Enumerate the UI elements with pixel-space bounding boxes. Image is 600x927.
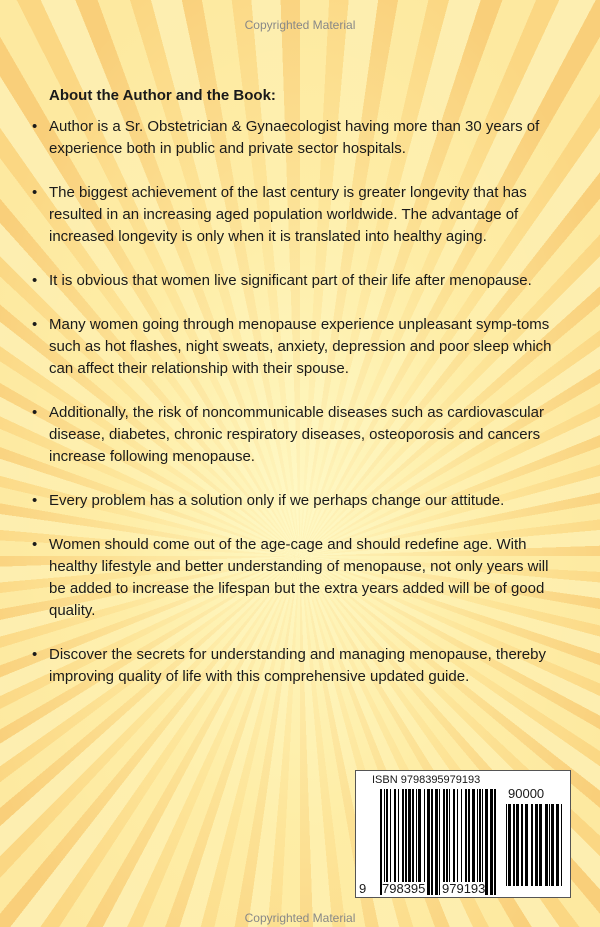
barcode-bar [525,804,528,886]
barcode-bar [490,789,493,895]
barcode-bar [408,789,411,895]
section-heading: About the Author and the Book: [49,87,276,104]
barcode-bar [494,789,496,895]
barcode-bar [551,804,554,886]
bullet-text: Many women going through menopause experience unpleasant symp-toms such as hot flashes, night sweats, anxiety, depression and poor sleep which can affect their relationship with their spouse. [49,316,552,377]
bullet-dot-icon: • [32,492,38,509]
barcode-bar [545,804,548,886]
bullet-item [32,182,567,248]
barcode-bar [477,789,478,895]
bullet-dot-icon: • [32,316,38,333]
barcode-bar [449,789,450,895]
barcode-bar [521,804,523,886]
barcode-bar [465,789,467,895]
isbn-label: ISBN 9798395979193 [372,774,481,786]
barcode-digits-group2: 979193 [442,881,486,896]
bullet-text: Every problem has a solution only if we perhaps change our attitude. [49,492,505,509]
barcode-bar [556,804,559,886]
barcode-bar [418,789,421,895]
barcode-bar [424,789,425,895]
barcode-bar [479,789,481,895]
barcode-digit-first: 9 [359,881,367,896]
barcode-bar [516,804,519,886]
barcode-digits-group1: 798395 [382,881,426,896]
barcode-bar [531,804,533,886]
barcode-bar [539,804,542,886]
bullet-item [32,644,567,688]
bullet-item [32,314,567,380]
barcode-bar [561,804,562,886]
barcode-bar [549,804,550,886]
about-section [32,86,567,710]
barcode-bar [431,789,433,895]
barcode-bar [435,789,438,895]
bullet-dot-icon: • [32,184,38,201]
bullet-dot-icon: • [32,646,38,663]
copyright-watermark-top: Copyrighted Material [244,18,356,32]
bullet-item [32,490,567,512]
barcode-bar [416,789,417,895]
barcode-bar [386,789,388,895]
barcode-bar [405,789,407,895]
barcode-bar [453,789,455,895]
bullet-text: Women should come out of the age-cage and should redefine age. With healthy lifestyle and better understanding of menopause, not only years will be added to increase the lifespan but the extra years added will be of good quality. [49,536,549,619]
barcode-bar [398,789,399,895]
bullet-dot-icon: • [32,272,38,289]
barcode-bar [461,789,462,895]
bullet-item [32,116,567,160]
barcode-bar [482,789,483,895]
barcode-bar [508,804,511,886]
bullet-dot-icon: • [32,536,38,553]
bullet-dot-icon: • [32,404,38,421]
bullet-text: It is obvious that women live significant part of their life after menopause. [49,272,532,289]
bullet-item [32,270,567,292]
barcode-bar [427,789,430,895]
bullet-text: The biggest achievement of the last century is greater longevity that has resulted in an increasing aged population worldwide. The advantage of increased longevity is only when it is translated into healthy aging. [49,184,527,245]
barcode-bar [394,789,396,895]
barcode-bar [380,789,382,895]
bullet-text: Author is a Sr. Obstetrician & Gynaecologist having more than 30 years of experience both in public and private sector hospitals. [49,118,540,157]
barcode-bar [402,789,404,895]
barcode-bar [446,789,448,895]
bullet-item [32,402,567,468]
barcode-bar [439,789,440,895]
bullet-text: Additionally, the risk of noncommunicable diseases such as cardiovascular disease, diabetes, chronic respiratory diseases, osteoporosis and cancers increase following menopause. [49,404,544,465]
barcode-bar [535,804,538,886]
copyright-watermark-bottom: Copyrighted Material [244,911,356,925]
bullet-text: Discover the secrets for understanding and managing menopause, thereby improving quality of life with this comprehensive updated guide. [49,646,546,685]
isbn-barcode [355,770,571,898]
barcode-bar [457,789,458,895]
barcode-bar [443,789,445,895]
barcode-bar [513,804,515,886]
bullet-item [32,534,567,622]
addon-code: 90000 [508,786,545,801]
barcode-bar [390,789,391,895]
barcode-bar [384,789,385,895]
bullet-dot-icon: • [32,118,38,135]
barcode-bar [506,804,507,886]
barcode-bar [485,789,488,895]
barcode-bar [468,789,470,895]
barcode-bar [472,789,475,895]
barcode-bar [412,789,414,895]
